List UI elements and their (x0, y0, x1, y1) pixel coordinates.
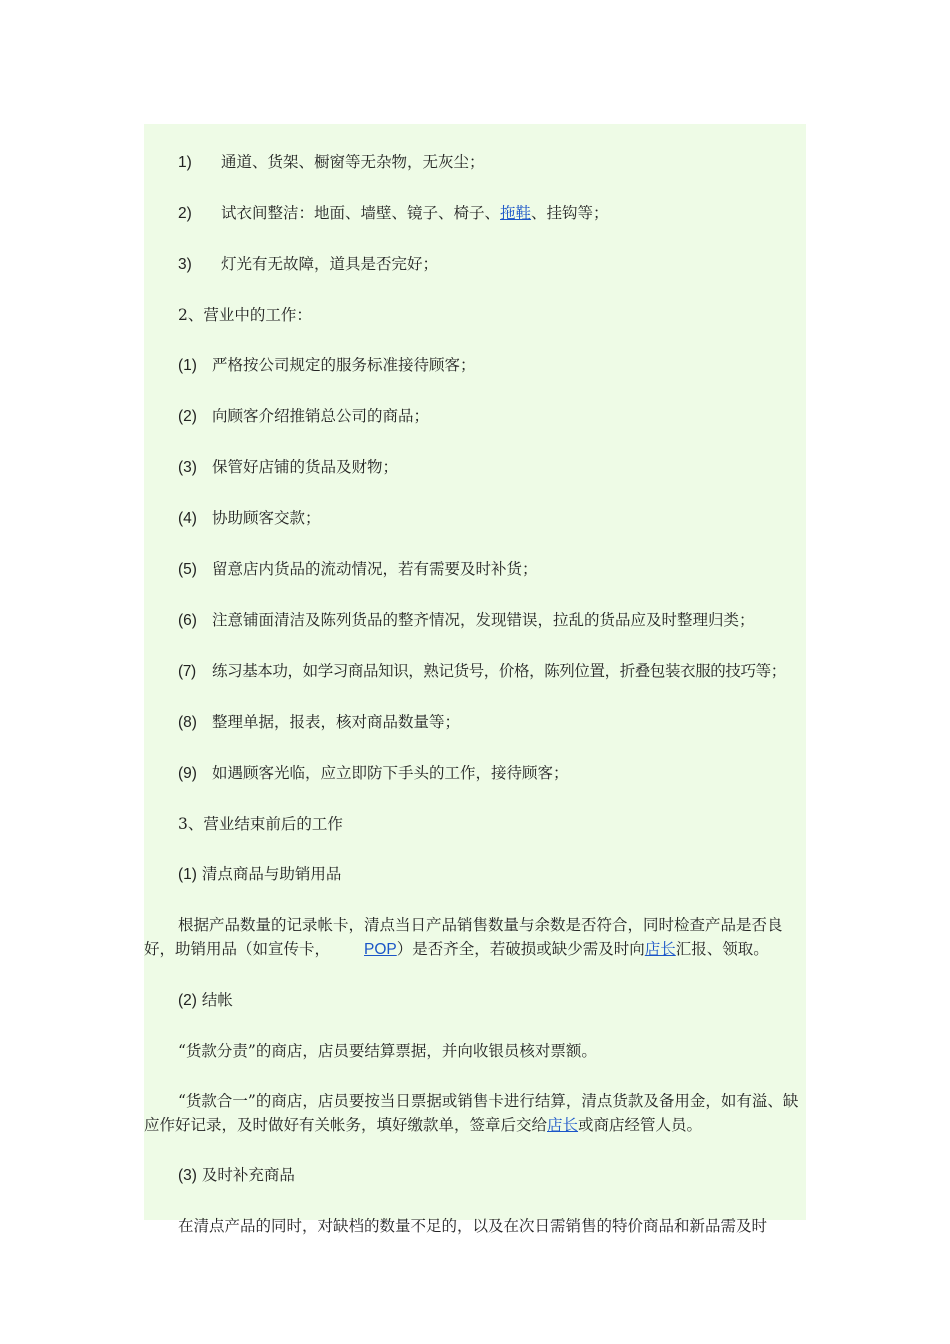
list-item (144, 201, 806, 226)
paragraph: 在清点产品的同时，对缺档的数量不足的，以及在次日需销售的特价商品和新品需及时 (178, 1217, 768, 1235)
list-text: 留意店内货品的流动情况，若有需要及时补货； (212, 560, 538, 578)
store-manager-link[interactable]: 店长 (547, 1116, 579, 1134)
document-panel (144, 124, 806, 1235)
slippers-link[interactable]: 拖鞋 (500, 204, 532, 222)
list-item (144, 455, 806, 480)
paragraph (144, 913, 806, 962)
list-number: (6) (178, 612, 197, 629)
paragraph-text: “货款合一”的商店，店员要按当日票据或销售卡进行结算，清点货款及备用金，如有溢、缺应作好记录，及时做好有关帐务，填好缴款单，签章后交给 (144, 1092, 799, 1134)
list-text: 保管好店铺的货品及财物； (212, 458, 399, 476)
paragraph-text: 根据产品数量的记录帐卡，清点当日产品销售数量与余数是否符合，同时检查产品是否良好，助销用品（如宣传卡， (144, 916, 783, 958)
subheading (144, 862, 806, 887)
list-text: 试衣间整洁：地面、墙壁、镜子、椅子、 (221, 204, 501, 222)
list-number: (7) (178, 663, 196, 680)
list-number: (4) (178, 510, 197, 527)
list-number: 2) (178, 205, 192, 222)
list-number: (8) (178, 714, 197, 731)
list-item (144, 557, 806, 582)
list-text: 灯光有无故障，道具是否完好； (221, 255, 439, 273)
list-item (144, 150, 806, 175)
list-text: 、挂钩等； (531, 204, 609, 222)
pop-link[interactable]: POP (364, 941, 397, 958)
list-item (144, 404, 806, 429)
section-heading: 3、营业结束前后的工作 (178, 815, 343, 833)
list-number: (2) (178, 408, 197, 425)
subheading-number: (1) (178, 866, 197, 883)
paragraph-text: ）是否齐全，若破损或缺少需及时向 (396, 940, 645, 958)
subheading-text: 及时补充商品 (201, 1166, 295, 1184)
list-number: (9) (178, 765, 197, 782)
list-number: (5) (178, 561, 197, 578)
list-number: (3) (178, 459, 197, 476)
subheading-number: (3) (178, 1167, 197, 1184)
section-heading: 2、营业中的工作： (178, 306, 312, 324)
list-text: 严格按公司规定的服务标准接待顾客； (212, 356, 476, 374)
subheading-number: (2) (178, 992, 197, 1009)
list-number: 3) (178, 256, 192, 273)
subheading (144, 1163, 806, 1188)
list-item (144, 353, 806, 378)
list-text: 整理单据，报表，核对商品数量等； (212, 713, 461, 731)
list-text: 如遇顾客光临，应立即防下手头的工作，接待顾客； (212, 764, 569, 782)
list-item (144, 659, 806, 684)
paragraph: “货款分责”的商店，店员要结算票据，并向收银员核对票额。 (178, 1042, 597, 1060)
paragraph-text: 或商店经管人员。 (578, 1116, 703, 1134)
list-item (144, 608, 806, 633)
list-number: (1) (178, 357, 197, 374)
paragraph-text: 汇报、领取。 (675, 940, 769, 958)
list-number: 1) (178, 154, 192, 171)
list-item (144, 761, 806, 786)
list-text: 练习基本功，如学习商品知识，熟记货号，价格，陈列位置，折叠包装衣服的技巧等； (212, 662, 786, 680)
store-manager-link[interactable]: 店长 (644, 940, 676, 958)
list-item (144, 252, 806, 277)
subheading-text: 清点商品与助销用品 (201, 865, 342, 883)
document-content (144, 124, 806, 1238)
list-text: 通道、货架、橱窗等无杂物，无灰尘； (221, 153, 485, 171)
list-text: 注意铺面清洁及陈列货品的整齐情况，发现错误，拉乱的货品应及时整理归类； (212, 611, 755, 629)
list-text: 协助顾客交款； (212, 509, 321, 527)
list-item (144, 506, 806, 531)
subheading-text: 结帐 (201, 991, 233, 1009)
paragraph (144, 1089, 806, 1137)
list-item (144, 710, 806, 735)
list-text: 向顾客介绍推销总公司的商品； (212, 407, 430, 425)
subheading (144, 988, 806, 1013)
